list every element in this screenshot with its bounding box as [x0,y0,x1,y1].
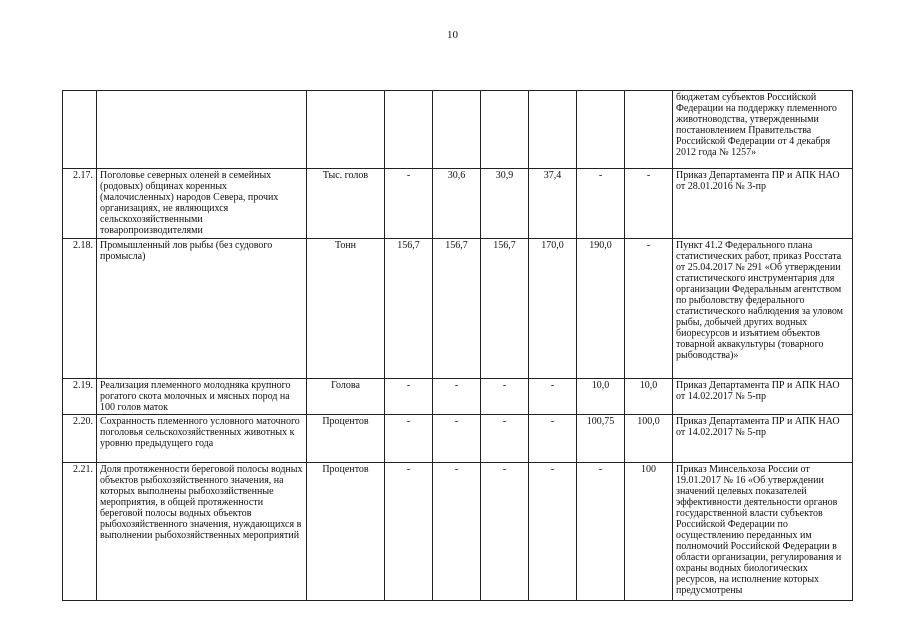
value-cell: - [433,415,481,463]
table-row [63,239,853,379]
value-cell: - [385,463,433,601]
row-number [63,91,97,169]
unit: Тонн [307,239,385,379]
page-number: 10 [447,29,458,41]
value-cell: - [385,415,433,463]
value-cell: - [529,463,577,601]
indicator-name: Доля протяженности береговой полосы водных объектов рыбохозяйственного значения, на которых выполнены рыбохозяйственные мероприятия, в общей протяженности береговой полосы водных объектов рыбохозяйственного значения, нуждающихся в выполнении рыбохозяйственных мероприятий [97,463,307,601]
value-cell: - [433,379,481,415]
value-cell: - [481,463,529,601]
value-cell: 100 [625,463,673,601]
value-cell [481,91,529,169]
row-number: 2.17. [63,169,97,239]
unit: Тыс. голов [307,169,385,239]
value-cell: 30,6 [433,169,481,239]
value-cell: 156,7 [385,239,433,379]
indicator-name [97,91,307,169]
value-cell [529,91,577,169]
value-cell: - [625,239,673,379]
value-cell: - [385,379,433,415]
unit [307,91,385,169]
value-cell: 190,0 [577,239,625,379]
value-cell: 100,75 [577,415,625,463]
value-cell: 100,0 [625,415,673,463]
table-row [63,91,853,169]
row-number: 2.18. [63,239,97,379]
indicator-name: Поголовье северных оленей в семейных (родовых) общинах коренных (малочисленных) народов Севера, прочих организациях, не являющихся сельскохозяйственными товаропроизводителями [97,169,307,239]
value-cell: 10,0 [577,379,625,415]
row-number: 2.20. [63,415,97,463]
value-cell: 10,0 [625,379,673,415]
value-cell: - [529,379,577,415]
value-cell: 156,7 [481,239,529,379]
unit: Процентов [307,415,385,463]
value-cell: 37,4 [529,169,577,239]
legal-basis: Приказ Департамента ПР и АПК НАО от 14.02.2017 № 5-пр [673,379,853,415]
legal-basis: Приказ Департамента ПР и АПК НАО от 28.01.2016 № 3-пр [673,169,853,239]
indicator-name: Промышленный лов рыбы (без судового промысла) [97,239,307,379]
value-cell: - [433,463,481,601]
legal-basis: бюджетам субъектов Российской Федерации на поддержку племенного животноводства, утвержденными постановлением Правительства Российской Федерации от 4 декабря 2012 года № 1257» [673,91,853,169]
unit: Процентов [307,463,385,601]
value-cell: - [481,379,529,415]
table-row [63,379,853,415]
value-cell: - [577,169,625,239]
indicator-name: Сохранность племенного условного маточного поголовья сельскохозяйственных животных к уровню предыдущего года [97,415,307,463]
legal-basis: Пункт 41.2 Федерального плана статистических работ, приказ Росстата от 25.04.2017 № 291 «Об утверждении статистического инструментария для организации Федеральным агентством по рыболовству федерального статистического наблюдения за уловом рыбы, добычей других водных биоресурсов и изъятием объектов товарной аквакультуры (товарного рыбоводства)» [673,239,853,379]
value-cell: - [625,169,673,239]
value-cell [433,91,481,169]
value-cell: - [577,463,625,601]
value-cell [385,91,433,169]
value-cell: 156,7 [433,239,481,379]
value-cell: - [481,415,529,463]
legal-basis: Приказ Департамента ПР и АПК НАО от 14.02.2017 № 5-пр [673,415,853,463]
indicators-table [62,90,853,601]
value-cell [625,91,673,169]
table-row [63,415,853,463]
legal-basis: Приказ Минсельхоза России от 19.01.2017 № 16 «Об утверждении значений целевых показателей эффективности деятельности органов государственной власти субъектов Российской Федерации по осуществлению переданных им полномочий Российской Федерации в области организации, регулирования и охраны водных биологических ресурсов, на исполнение которых предусмотрены [673,463,853,601]
indicator-name: Реализация племенного молодняка крупного рогатого скота молочных и мясных пород на 100 голов маток [97,379,307,415]
row-number: 2.19. [63,379,97,415]
value-cell: - [385,169,433,239]
value-cell: 30,9 [481,169,529,239]
value-cell: - [529,415,577,463]
unit: Голова [307,379,385,415]
row-number: 2.21. [63,463,97,601]
value-cell [577,91,625,169]
table-row [63,463,853,601]
value-cell: 170,0 [529,239,577,379]
table-row [63,169,853,239]
